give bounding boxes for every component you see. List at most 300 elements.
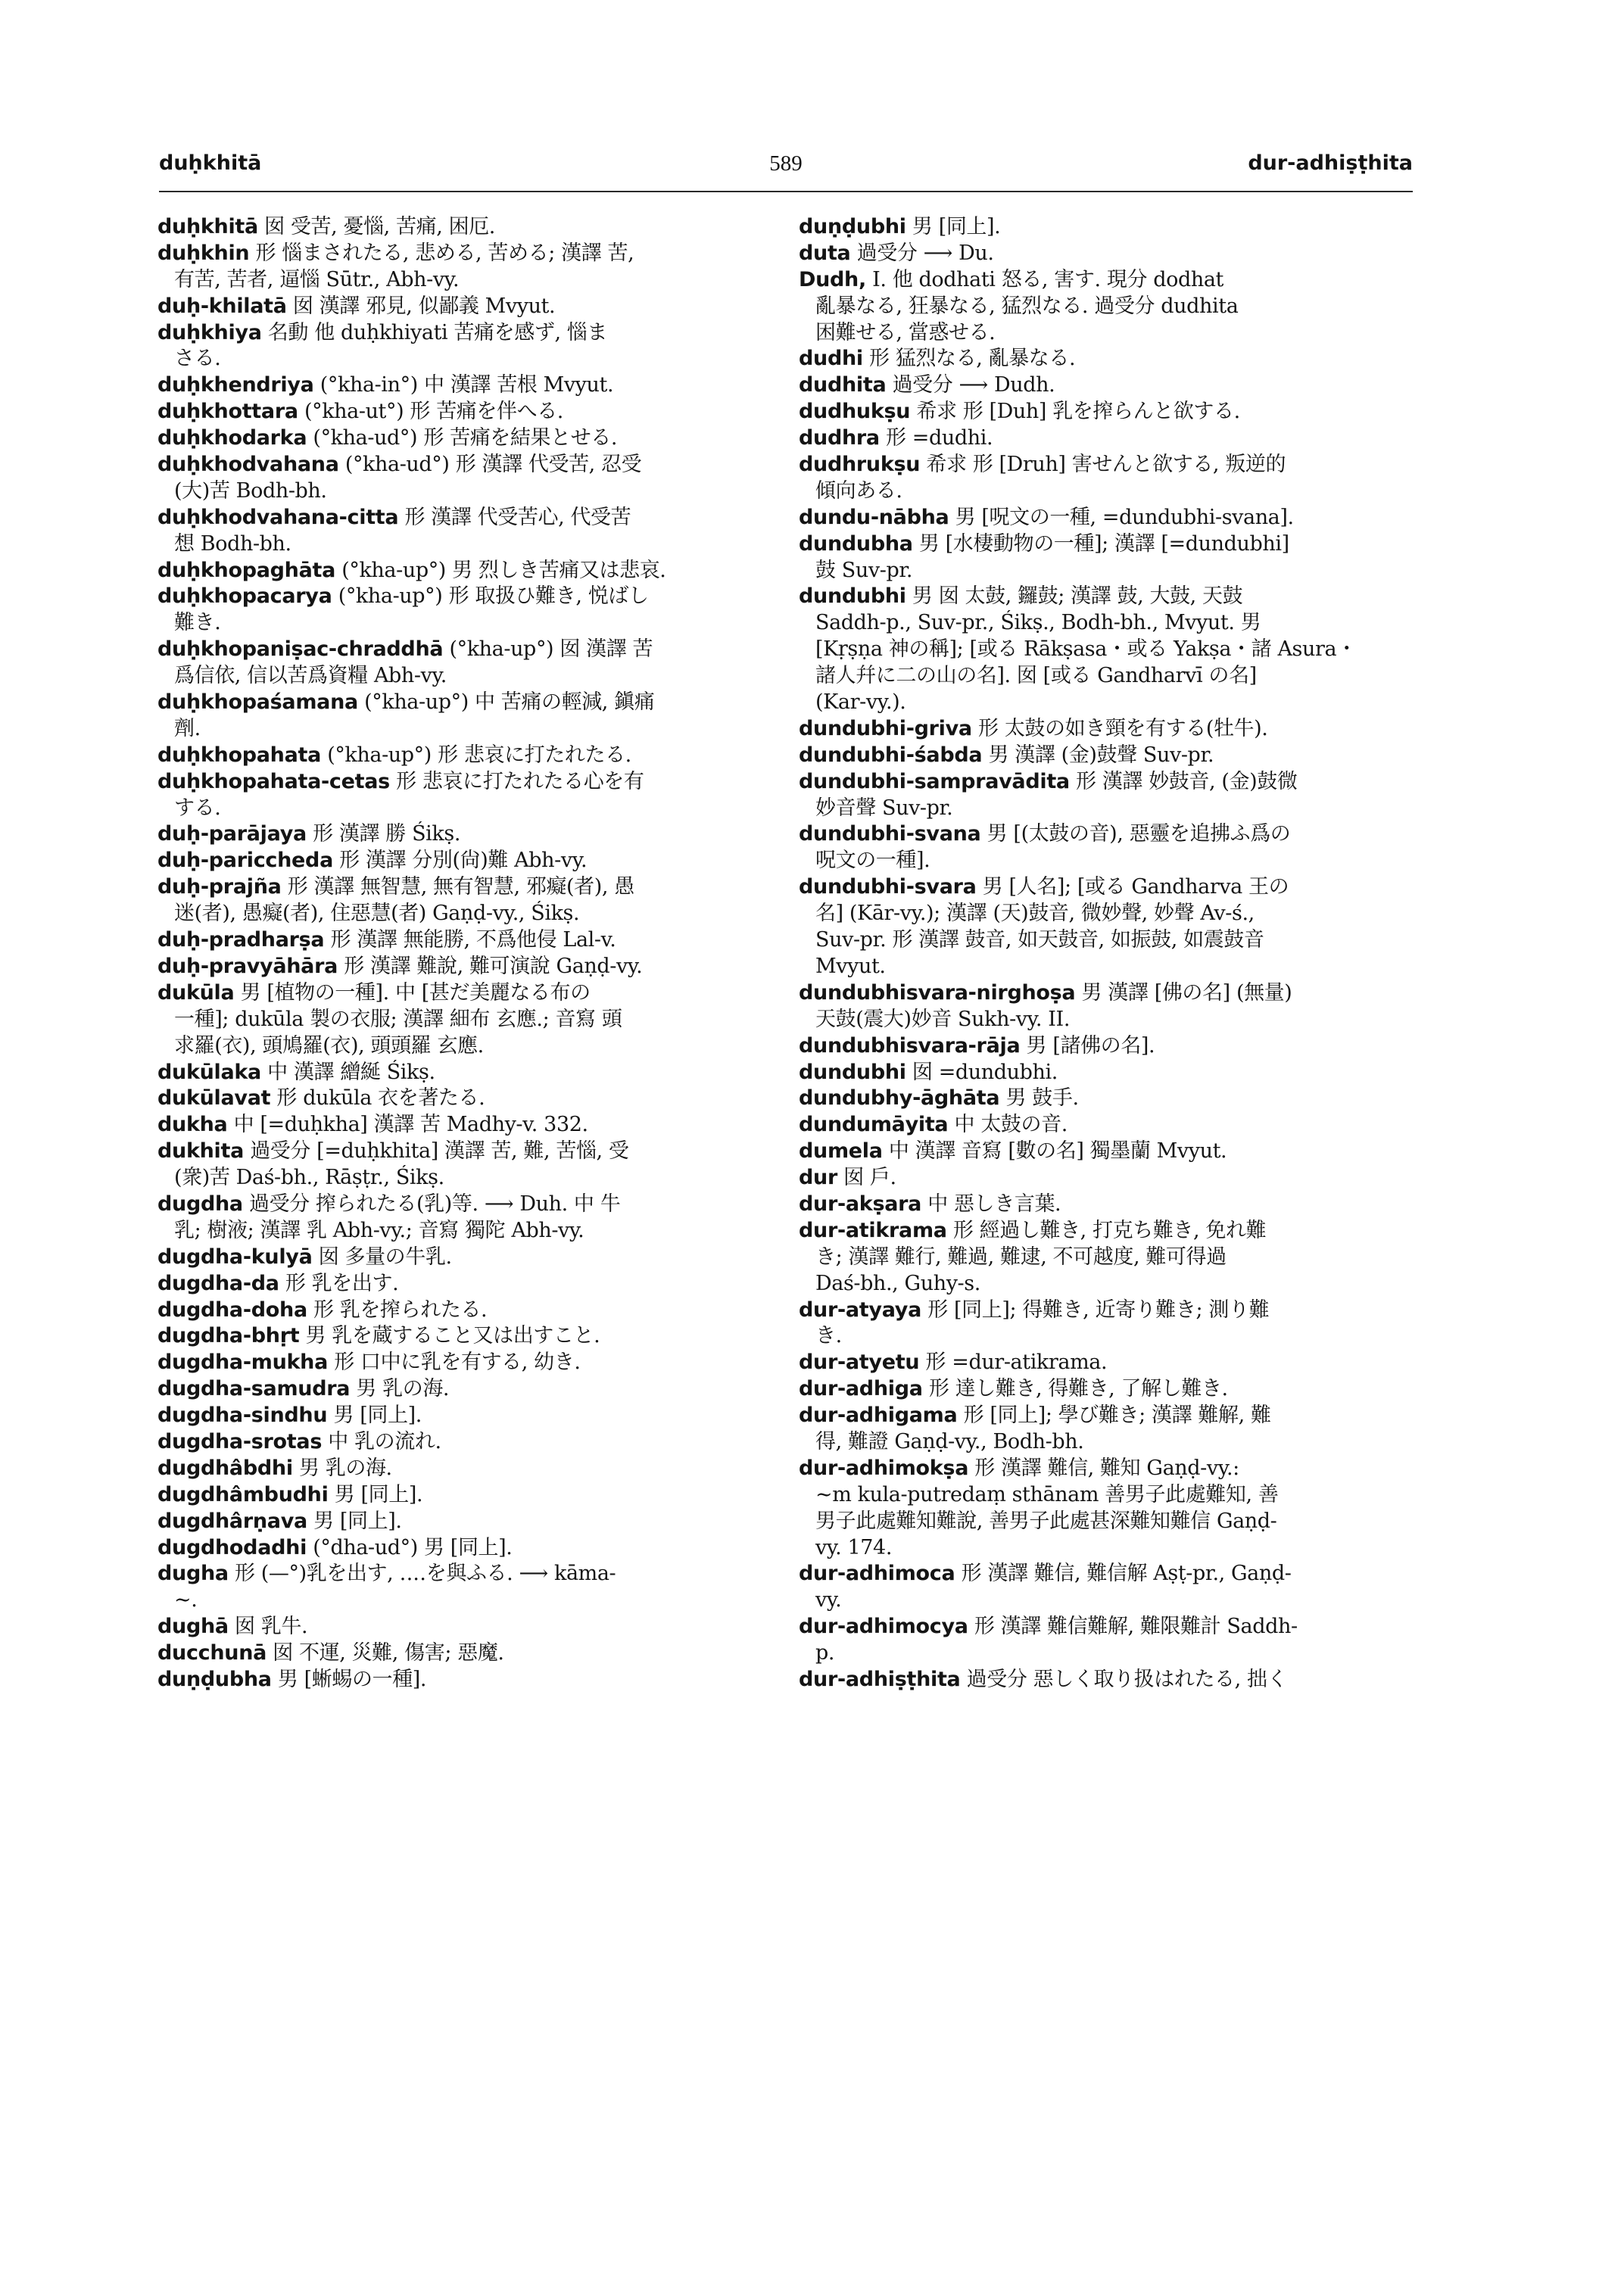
entry-definition: 形 dukūla 衣を著たる. (270, 1086, 485, 1111)
entry-definition: 妙音聲 Suv-pr. (815, 796, 953, 820)
entry-headword: dur-adhigama (799, 1404, 958, 1428)
dictionary-entry (157, 1456, 771, 1482)
entry-definition: 中 [=duḥkha] 漢譯 苦 Madhy-v. 332. (227, 1113, 588, 1137)
entry-definition: 得, 難證 Gaṇḍ-vy., Bodh-bh. (815, 1429, 1084, 1453)
entry-definition: 形 經過し難き, 打克ち難き, 免れ難 (946, 1218, 1267, 1242)
entry-definition: 形 漢譯 難信, 難知 Gaṇḍ-vy.: (968, 1456, 1239, 1480)
entry-continuation-line (157, 1218, 771, 1245)
dictionary-entry (157, 874, 771, 901)
entry-definition: (°kha-in°) 中 漢譯 苦根 Mvyut. (313, 373, 614, 397)
entry-headword: duḥkhopaniṣac-chraddhā (157, 637, 444, 662)
entry-definition: I. 他 dodhati 怒る, 害す. 現分 dodhat (865, 267, 1223, 291)
header-rule (159, 191, 1413, 192)
entry-definition: 形 [同上]; 得難き, 近寄り難き; 測り難 (921, 1298, 1270, 1322)
entry-headword: dundumāyita (799, 1113, 949, 1137)
entry-headword: ducchunā (157, 1641, 267, 1665)
dictionary-entry (157, 1086, 771, 1112)
entry-definition: 形 (—°)乳を出す, ‥‥を與ふる. ⟶ kāma- (228, 1562, 616, 1586)
dictionary-entry (157, 1245, 771, 1271)
entry-definition: 囡 多量の牛乳. (312, 1245, 452, 1269)
dictionary-entry (799, 874, 1412, 901)
entry-headword: dugdhodadhi (157, 1535, 307, 1559)
entry-continuation-line (799, 1007, 1412, 1033)
dictionary-entry (799, 1112, 1412, 1139)
entry-headword: dur (799, 1166, 837, 1190)
dictionary-entry (157, 584, 771, 610)
entry-continuation-line (157, 1007, 771, 1033)
entry-definition: p. (815, 1641, 835, 1665)
entry-continuation-line (799, 294, 1412, 320)
entry-headword: dundubhi-svana (799, 822, 981, 846)
dictionary-entry (157, 294, 771, 320)
entry-headword: dur-atikrama (799, 1218, 947, 1242)
dictionary-entry (157, 1139, 771, 1165)
entry-definition: 男 乳の海. (292, 1456, 392, 1480)
entry-definition: (°kha-up°) 男 烈しき苦痛又は悲哀. (335, 558, 666, 582)
entry-definition: 形 達し難き, 得難き, 了解し難き. (922, 1377, 1228, 1401)
entry-definition: 囡 戶. (837, 1166, 896, 1190)
dictionary-entry (157, 214, 771, 241)
entry-headword: duḥkhottara (157, 400, 298, 424)
page-number: 589 (769, 151, 803, 176)
entry-continuation-line (799, 1640, 1412, 1667)
dictionary-entry (157, 1271, 771, 1298)
entry-headword: dundubhi-sampravādita (799, 769, 1070, 793)
dictionary-entry (799, 1060, 1412, 1086)
entry-headword: duḥkhopahata (157, 743, 322, 767)
entry-definition: 中 惡しき言葉. (921, 1192, 1061, 1216)
entry-definition: 困難せる, 當惑せる. (815, 320, 996, 344)
entry-definition: 男 [呪文の一種, =dundubhi-svana]. (949, 505, 1294, 529)
entry-definition: 過受分 ⟶ Dudh. (886, 373, 1055, 397)
dictionary-entry (157, 1060, 771, 1086)
dictionary-entry (157, 1561, 771, 1587)
dictionary-entry (799, 1033, 1412, 1060)
entry-headword: duḥkhiya (157, 320, 262, 344)
entry-definition: 囡 漢譯 邪見, 似鄙義 Mvyut. (286, 294, 556, 318)
entry-continuation-line (157, 901, 771, 927)
entry-definition: (°kha-up°) 形 悲哀に打たれたる. (321, 743, 631, 767)
entry-headword: dugdha-da (157, 1271, 279, 1295)
entry-headword: dur-adhiṣṭhita (799, 1667, 961, 1691)
dictionary-entry (157, 1112, 771, 1139)
entry-headword: duḥ-prajña (157, 875, 282, 899)
entry-definition: 形 =dur-atikrama. (919, 1351, 1108, 1375)
entry-definition: 希求 形 [Duh] 乳を搾らんと欲する. (910, 400, 1240, 424)
entry-headword: dundubhisvara-nirghoṣa (799, 980, 1076, 1005)
entry-continuation-line (799, 901, 1412, 927)
right-column (799, 214, 1412, 1693)
entry-continuation-line (799, 320, 1412, 347)
dictionary-entry (799, 1350, 1412, 1376)
entry-definition: 囡 =dundubhi. (906, 1060, 1058, 1084)
entry-headword: dugdha-doha (157, 1298, 307, 1322)
entry-headword: dundu-nābha (799, 505, 949, 529)
dictionary-entry (799, 241, 1412, 267)
entry-definition: ∼. (174, 1588, 198, 1612)
entry-headword: dugdhâbdhi (157, 1456, 293, 1480)
entry-headword: dugdha-samudra (157, 1377, 351, 1401)
dictionary-entry (157, 1640, 771, 1667)
dictionary-entry (799, 399, 1412, 425)
entry-continuation-line (157, 716, 771, 743)
entry-headword: duḥkhitā (157, 215, 258, 238)
entry-definition: 形 漢譯 無能勝, 不爲他侵 Lal-v. (324, 928, 616, 952)
entry-definition: 形 漢譯 代受苦心, 代受苦 (398, 505, 631, 529)
dictionary-entry (799, 346, 1412, 372)
entry-headword: duḥ-pariccheda (157, 849, 333, 873)
entry-definition: 形 漢譯 難信難解, 難限難計 Saddh- (968, 1615, 1298, 1639)
entry-definition: 中 乳の流れ. (322, 1429, 441, 1453)
entry-headword: dudhi (799, 347, 863, 371)
dictionary-entry (157, 452, 771, 478)
entry-headword: duḥ-pradharṣa (157, 928, 325, 952)
entry-continuation-line (799, 796, 1412, 822)
entry-definition: (°kha-ud°) 形 漢譯 代受苦, 忍受 (338, 453, 642, 477)
entry-definition: Mvyut. (815, 954, 886, 978)
dictionary-entry (799, 1298, 1412, 1324)
entry-definition: 形 漢譯 無智慧, 無有智慧, 邪癡(者), 愚 (281, 875, 634, 899)
entry-definition: 天鼓(震大)妙音 Sukh-vy. II. (815, 1007, 1071, 1031)
dictionary-entry (157, 1192, 771, 1218)
entry-headword: dundubha (799, 531, 913, 556)
entry-definition: vy. (815, 1588, 842, 1612)
entry-headword: duḥkhodarka (157, 426, 307, 450)
dictionary-entry (799, 1667, 1412, 1693)
entry-definition: 男 [人名]; [或る Gandharva 王の (976, 875, 1289, 899)
entry-definition: 形 乳を搾られたる. (307, 1298, 488, 1322)
dictionary-entry (157, 690, 771, 716)
entry-headword: duḥkhopacarya (157, 584, 332, 609)
entry-headword: duḥ-pravyāhāra (157, 954, 338, 978)
entry-continuation-line (157, 796, 771, 822)
entry-continuation-line (799, 1245, 1412, 1271)
entry-definition: 中 漢譯 繒綖 Śikṣ. (260, 1060, 435, 1084)
entry-definition: (衆)苦 Daś-bh., Rāṣṭr., Śikṣ. (174, 1166, 444, 1190)
dictionary-entry (799, 743, 1412, 769)
entry-headword: duṇḍubha (157, 1667, 272, 1691)
entry-headword: dur-atyetu (799, 1351, 920, 1375)
dictionary-entry (157, 769, 771, 796)
dictionary-entry (157, 1535, 771, 1562)
entry-headword: Dudh, (799, 267, 866, 291)
dictionary-entry (799, 716, 1412, 743)
dictionary-entry (157, 637, 771, 663)
entry-definition: 囡 受苦, 憂惱, 苦痛, 困厄. (257, 215, 495, 238)
entry-definition: 有苦, 苦者, 逼惱 Sūtr., Abh-vy. (174, 267, 460, 291)
entry-headword: dur-adhiga (799, 1377, 923, 1401)
entry-headword: duḥ-parājaya (157, 822, 307, 846)
entry-continuation-line (799, 558, 1412, 584)
entry-continuation-line (157, 1033, 771, 1060)
entry-definition: 男 [水棲動物の一種]; 漢譯 [=dundubhi] (912, 531, 1289, 556)
entry-definition: (°kha-up°) 囡 漢譯 苦 (443, 637, 653, 662)
dictionary-entry (799, 1456, 1412, 1482)
entry-headword: dudhrukṣu (799, 453, 921, 477)
entry-headword: dundubhi-svara (799, 875, 977, 899)
dictionary-entry (799, 214, 1412, 241)
entry-definition: 形 漢譯 分別(尙)難 Abh-vy. (332, 849, 588, 873)
entry-definition: 形 漢譯 妙鼓音, (金)鼓微 (1069, 769, 1298, 793)
entry-definition: 囡 乳牛. (228, 1615, 308, 1639)
entry-definition: 中 漢譯 音寫 [數の名] 獨墨蘭 Mvyut. (882, 1139, 1227, 1164)
entry-headword: duḥkhodvahana (157, 453, 339, 477)
dictionary-entry (157, 848, 771, 874)
dictionary-entry (157, 980, 771, 1007)
entry-definition: 形 悲哀に打たれたる心を有 (389, 769, 644, 793)
entry-headword: duḥkhopaśamana (157, 690, 358, 715)
dictionary-entry (799, 1403, 1412, 1429)
entry-definition: 男 [同上]. (307, 1509, 402, 1533)
entry-headword: dukūlaka (157, 1060, 261, 1084)
entry-definition: 亂暴なる, 狂暴なる, 猛烈なる. 過受分 dudhita (815, 294, 1239, 318)
entry-headword: dugdha-kulyā (157, 1245, 313, 1269)
entry-headword: dugdha (157, 1192, 243, 1216)
entry-continuation-line (157, 531, 771, 558)
dictionary-entry (157, 1509, 771, 1535)
entry-definition: (°kha-up°) 形 取扱ひ難き, 悦ばし (332, 584, 649, 609)
entry-headword: dugdha-mukha (157, 1351, 329, 1375)
entry-definition: 形 =dudhi. (879, 426, 993, 450)
entry-headword: dur-adhimocya (799, 1615, 968, 1639)
dictionary-entry (799, 1139, 1412, 1165)
entry-definition: 形 漢譯 難信, 難信解 Aṣṭ-pr., Gaṇḍ- (955, 1562, 1292, 1586)
entry-definition: (Kar-vy.). (815, 690, 906, 715)
entry-definition: 形 猛烈なる, 亂暴なる. (862, 347, 1076, 371)
entry-continuation-line (799, 690, 1412, 716)
entry-headword: duḥkhodvahana-citta (157, 505, 399, 529)
entry-continuation-line (799, 478, 1412, 505)
entry-definition: 傾向ある. (815, 478, 902, 503)
entry-definition: 男 [植物の一種]. 中 [甚だ美麗なる布の (234, 980, 591, 1005)
entry-continuation-line (799, 927, 1412, 954)
entry-definition: (°kha-up°) 中 苦痛の輕減, 鎭痛 (357, 690, 655, 715)
running-head-left: duḥkhitā (159, 151, 262, 175)
entry-definition: 中 太鼓の音. (948, 1113, 1068, 1137)
dictionary-entry (799, 980, 1412, 1007)
entry-headword: dugdhârṇava (157, 1509, 307, 1533)
entry-definition: 過受分 惡しく取り扱はれたる, 拙く (960, 1667, 1288, 1691)
entry-headword: dugdha-srotas (157, 1429, 323, 1453)
entry-continuation-line (799, 1482, 1412, 1509)
entry-continuation-line (799, 637, 1412, 663)
entry-definition: 乳; 樹液; 漢譯 乳 Abh-vy.; 音寫 獨陀 Abh-vy. (174, 1218, 584, 1242)
dictionary-entry (799, 821, 1412, 848)
dictionary-entry (157, 558, 771, 584)
dictionary-entry (157, 1614, 771, 1640)
dictionary-entry (157, 505, 771, 531)
entry-definition: 形 惱まされたる, 悲める, 苦める; 漢譯 苦, (249, 241, 634, 265)
dictionary-entry (157, 1350, 771, 1376)
entry-headword: dukhita (157, 1139, 245, 1164)
entry-headword: dukha (157, 1113, 228, 1137)
running-head-right: dur-adhiṣṭhita (1248, 151, 1413, 175)
dictionary-entry (157, 1403, 771, 1429)
entry-definition: 男 漢譯 [佛の名] (無量) (1075, 980, 1292, 1005)
dictionary-entry (157, 1482, 771, 1509)
entry-continuation-line (799, 1587, 1412, 1614)
entry-continuation-line (799, 848, 1412, 874)
dictionary-entry (157, 1429, 771, 1456)
entry-continuation-line (799, 954, 1412, 980)
entry-definition: 迷(者), 愚癡(者), 住惡慧(者) Gaṇḍ-vy., Śikṣ. (174, 902, 580, 926)
entry-definition: (°kha-ut°) 形 苦痛を伴へる. (298, 400, 563, 424)
entry-headword: dundubhisvara-rāja (799, 1033, 1021, 1058)
entry-definition: Saddh-p., Suv-pr., Śikṣ., Bodh-bh., Mvyut. 男 (815, 611, 1261, 635)
entry-definition: Daś-bh., Guhy-s. (815, 1271, 980, 1295)
dictionary-entry (157, 1298, 771, 1324)
entry-definition: 男 [同上]. (328, 1482, 423, 1506)
entry-definition: する. (174, 796, 221, 820)
entry-definition: 過受分 [=duḥkhita] 漢譯 苦, 難, 苦惱, 受 (244, 1139, 629, 1164)
entry-continuation-line (157, 346, 771, 372)
entry-definition: 男 [諸佛の名]. (1020, 1033, 1155, 1058)
entry-continuation-line (799, 1509, 1412, 1535)
entry-definition: 求羅(衣), 頭鳩羅(衣), 頭頭羅 玄應. (174, 1033, 484, 1058)
dictionary-entry (157, 743, 771, 769)
dictionary-entry (157, 954, 771, 980)
entry-definition: 形 口中に乳を有する, 幼き. (328, 1351, 581, 1375)
dictionary-entry (157, 821, 771, 848)
entry-definition: 形 漢譯 勝 Śikṣ. (306, 822, 460, 846)
entry-definition: vy. 174. (815, 1535, 893, 1559)
entry-continuation-line (157, 1587, 771, 1614)
dictionary-entry (799, 505, 1412, 531)
dictionary-entry (157, 241, 771, 267)
entry-headword: dundubhi-śabda (799, 743, 983, 767)
entry-definition: 男 [同上]. (327, 1404, 422, 1428)
dictionary-entry (799, 425, 1412, 452)
dictionary-entry (157, 927, 771, 954)
entry-definition: 形 漢譯 難說, 難可演說 Gaṇḍ-vy. (338, 954, 643, 978)
entry-definition: 男 乳の海. (350, 1377, 450, 1401)
entry-headword: dugdha-bhṛt (157, 1324, 300, 1348)
entry-headword: dumela (799, 1139, 883, 1164)
entry-definition: 男 乳を蔵すること又は出すこと. (299, 1324, 600, 1348)
entry-definition: 男 漢譯 (金)鼓聲 Suv-pr. (982, 743, 1214, 767)
dictionary-entry (799, 1192, 1412, 1218)
entry-definition: 形 [同上]; 學び難き; 漢譯 難解, 難 (957, 1404, 1271, 1428)
entry-headword: dudhita (799, 373, 887, 397)
entry-definition: 希求 形 [Druh] 害せんと欲する, 叛逆的 (920, 453, 1286, 477)
dictionary-entry (157, 320, 771, 347)
entry-definition: 男 [同上]. (906, 215, 1001, 238)
dictionary-entry (799, 1086, 1412, 1112)
entry-definition: 鼓 Suv-pr. (815, 558, 913, 582)
entry-headword: dur-atyaya (799, 1298, 922, 1322)
entry-definition: ∼m kula-putredaṃ sthānam 善男子此處難知, 善 (815, 1482, 1279, 1506)
entry-headword: duta (799, 241, 851, 265)
entry-headword: dur-adhimokṣa (799, 1456, 969, 1480)
dictionary-entry (157, 1323, 771, 1350)
dictionary-entry (799, 1165, 1412, 1192)
dictionary-entry (799, 1614, 1412, 1640)
entry-definition: Suv-pr. 形 漢譯 鼓音, 如天鼓音, 如振鼓, 如震鼓音 (815, 928, 1264, 952)
entry-definition: 一種]; dukūla 製の衣服; 漢譯 細布 玄應.; 音寫 頭 (174, 1007, 622, 1031)
dictionary-entry (157, 1376, 771, 1403)
entry-headword: dugha (157, 1562, 229, 1586)
entry-definition: 名動 他 duḥkhiyati 苦痛を感ず, 惱ま (261, 320, 608, 344)
entry-definition: [Kṛṣṇa 神の稱]; [或る Rākṣasa・或る Yakṣa・諸 Asura・ (815, 637, 1357, 662)
entry-definition: (°dha-ud°) 男 [同上]. (307, 1535, 513, 1559)
dictionary-entry (157, 399, 771, 425)
entry-headword: duṇḍubhi (799, 215, 906, 238)
entry-continuation-line (799, 1271, 1412, 1298)
entry-definition: 過受分 ⟶ Du. (850, 241, 994, 265)
entry-headword: dur-adhimoca (799, 1562, 955, 1586)
entry-definition: さる. (174, 347, 221, 371)
entry-definition: 名] (Kār-vy.); 漢譯 (天)鼓音, 微妙聲, 妙聲 Av-ś., (815, 902, 1255, 926)
entry-headword: dukūlavat (157, 1086, 271, 1111)
dictionary-entry (157, 425, 771, 452)
dictionary-entry (799, 1218, 1412, 1245)
entry-headword: dughā (157, 1615, 229, 1639)
entry-definition: 男子此處難知難說, 善男子此處甚深難知難信 Gaṇḍ- (815, 1509, 1277, 1533)
entry-headword: dudhukṣu (799, 400, 911, 424)
entry-continuation-line (799, 1429, 1412, 1456)
entry-continuation-line (157, 478, 771, 505)
dictionary-entry (799, 584, 1412, 610)
dictionary-entry (799, 452, 1412, 478)
entry-definition: (大)苦 Bodh-bh. (174, 478, 327, 503)
entry-definition: 男 鼓手. (999, 1086, 1079, 1111)
entry-headword: duḥkhendriya (157, 373, 314, 397)
entry-headword: dudhra (799, 426, 880, 450)
entry-definition: 囡 不運, 災難, 傷害; 惡魔. (267, 1641, 504, 1665)
entry-headword: duḥkhin (157, 241, 250, 265)
left-column (157, 214, 771, 1693)
dictionary-entry (157, 1667, 771, 1693)
entry-definition: 形 乳を出す. (279, 1271, 399, 1295)
page-header (159, 151, 1413, 189)
entry-definition: き. (815, 1324, 842, 1348)
dictionary-entry (799, 1561, 1412, 1587)
entry-continuation-line (157, 267, 771, 294)
entry-headword: dur-akṣara (799, 1192, 922, 1216)
entry-continuation-line (799, 610, 1412, 637)
entry-definition: 過受分 搾られたる(乳)等. ⟶ Duh. 中 牛 (242, 1192, 621, 1216)
dictionary-entry (799, 1376, 1412, 1403)
entry-headword: dukūla (157, 980, 235, 1005)
entry-headword: duḥ-khilatā (157, 294, 287, 318)
entry-headword: dundubhy-āghāta (799, 1086, 1000, 1111)
entry-definition: 想 Bodh-bh. (174, 531, 291, 556)
entry-headword: dundubhi (799, 584, 906, 609)
entry-continuation-line (799, 663, 1412, 690)
dictionary-entry (799, 531, 1412, 558)
entry-headword: dundubhi (799, 1060, 906, 1084)
entry-definition: 難き. (174, 611, 221, 635)
entry-continuation-line (799, 1535, 1412, 1562)
entry-definition: 呪文の一種]. (815, 849, 930, 873)
entry-continuation-line (157, 663, 771, 690)
entry-definition: 男 [蜥蜴の一種]. (271, 1667, 427, 1691)
dictionary-entry (799, 372, 1412, 399)
dictionary-entry (157, 372, 771, 399)
dictionary-entry (799, 267, 1412, 294)
entry-headword: dugdha-sindhu (157, 1404, 328, 1428)
entry-definition: 男 囡 太鼓, 鑼鼓; 漢譯 鼓, 大鼓, 天鼓 (906, 584, 1243, 609)
entry-continuation-line (157, 1165, 771, 1192)
entry-definition: き; 漢譯 難行, 難過, 難逮, 不可越度, 難可得過 (815, 1245, 1227, 1269)
entry-definition: 爲信依, 信以苦爲資糧 Abh-vy. (174, 664, 447, 688)
entry-definition: 形 太鼓の如き頸を有する(牡牛). (971, 716, 1268, 740)
entry-headword: dundubhi-griva (799, 716, 972, 740)
dictionary-entry (799, 769, 1412, 796)
entry-continuation-line (799, 1323, 1412, 1350)
entry-definition: 男 [(太鼓の音), 惡靈を追拂ふ爲の (980, 822, 1291, 846)
entry-definition: 諸人幷に二の山の名]. 囡 [或る Gandharvī の名] (815, 664, 1257, 688)
